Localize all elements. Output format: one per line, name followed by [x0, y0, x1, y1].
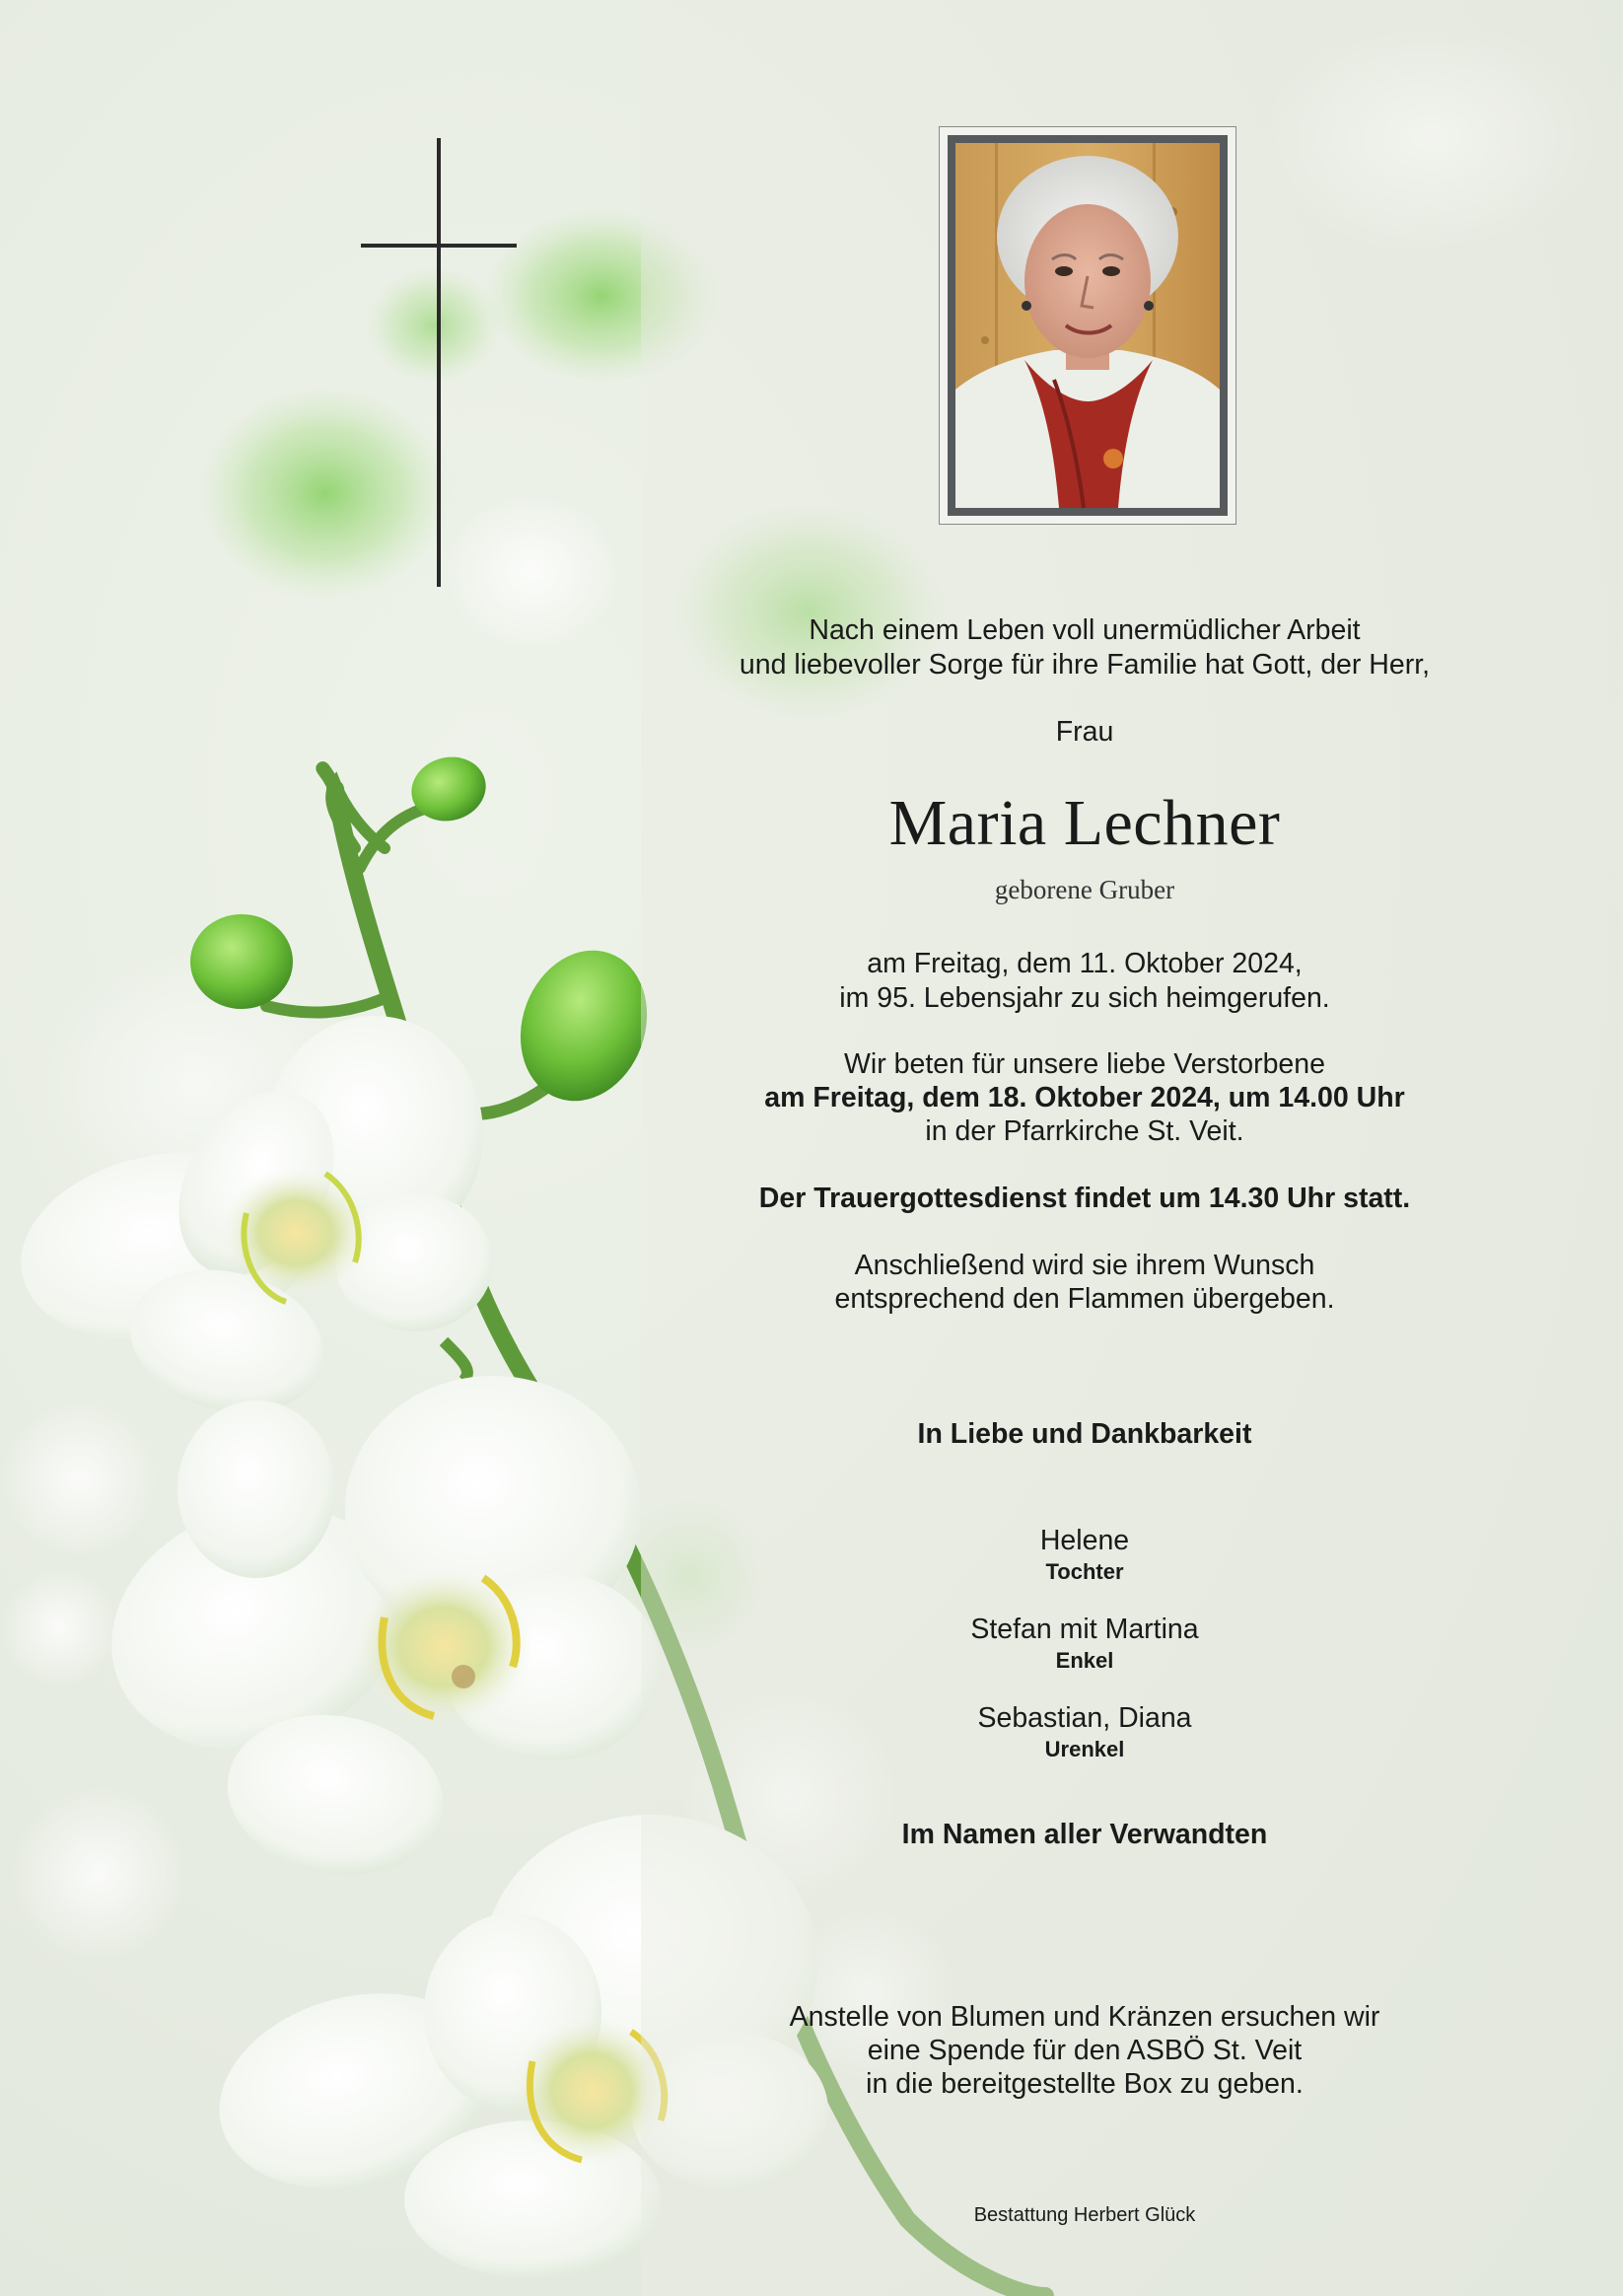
mourner-relation: Tochter	[1045, 1559, 1124, 1584]
mourner-relation: Enkel	[1055, 1648, 1114, 1673]
portrait-photo-frame	[939, 126, 1236, 525]
love-line: In Liebe und Dankbarkeit	[917, 1418, 1252, 1450]
service-line: Der Trauergottesdienst findet um 14.30 Uhr statt.	[758, 1183, 1411, 1214]
cross-icon	[355, 138, 523, 592]
undertaker-credit: Bestattung Herbert Glück	[973, 2204, 1196, 2226]
intro-line-1: Nach einem Leben voll unermüdlicher Arbeit	[809, 614, 1361, 646]
birth-name: geborene Gruber	[994, 875, 1175, 904]
donation-line-3: in die bereitgestellte Box zu geben.	[866, 2068, 1304, 2100]
donation-line-2: eine Spende für den ASBÖ St. Veit	[867, 2035, 1303, 2066]
mourner-name: Stefan mit Martina	[970, 1614, 1199, 1645]
wish-line-2: entsprechend den Flammen übergeben.	[834, 1283, 1335, 1315]
wish-line-1: Anschließend wird sie ihrem Wunsch	[854, 1250, 1315, 1281]
prayer-line-3: in der Pfarrkirche St. Veit.	[925, 1115, 1244, 1147]
portrait-image	[955, 143, 1220, 508]
relatives-line: Im Namen aller Verwandten	[901, 1819, 1268, 1850]
death-line-1: am Freitag, dem 11. Oktober 2024,	[867, 948, 1303, 979]
prayer-line-1: Wir beten für unsere liebe Verstorbene	[844, 1048, 1325, 1080]
mourner-name: Sebastian, Diana	[977, 1702, 1192, 1734]
deceased-name: Maria Lechner	[888, 787, 1281, 859]
portrait-photo	[948, 135, 1228, 516]
salutation: Frau	[1055, 716, 1114, 748]
mourner-relation: Urenkel	[1044, 1737, 1125, 1761]
prayer-line-2: am Freitag, dem 18. Oktober 2024, um 14.00 Uhr	[764, 1082, 1405, 1113]
intro-line-2: und liebevoller Sorge für ihre Familie hat Gott, der Herr,	[739, 649, 1431, 681]
mourner-name: Helene	[1039, 1525, 1130, 1556]
donation-line-1: Anstelle von Blumen und Kränzen ersuchen wir	[789, 2001, 1380, 2033]
death-line-2: im 95. Lebensjahr zu sich heimgerufen.	[839, 982, 1330, 1014]
